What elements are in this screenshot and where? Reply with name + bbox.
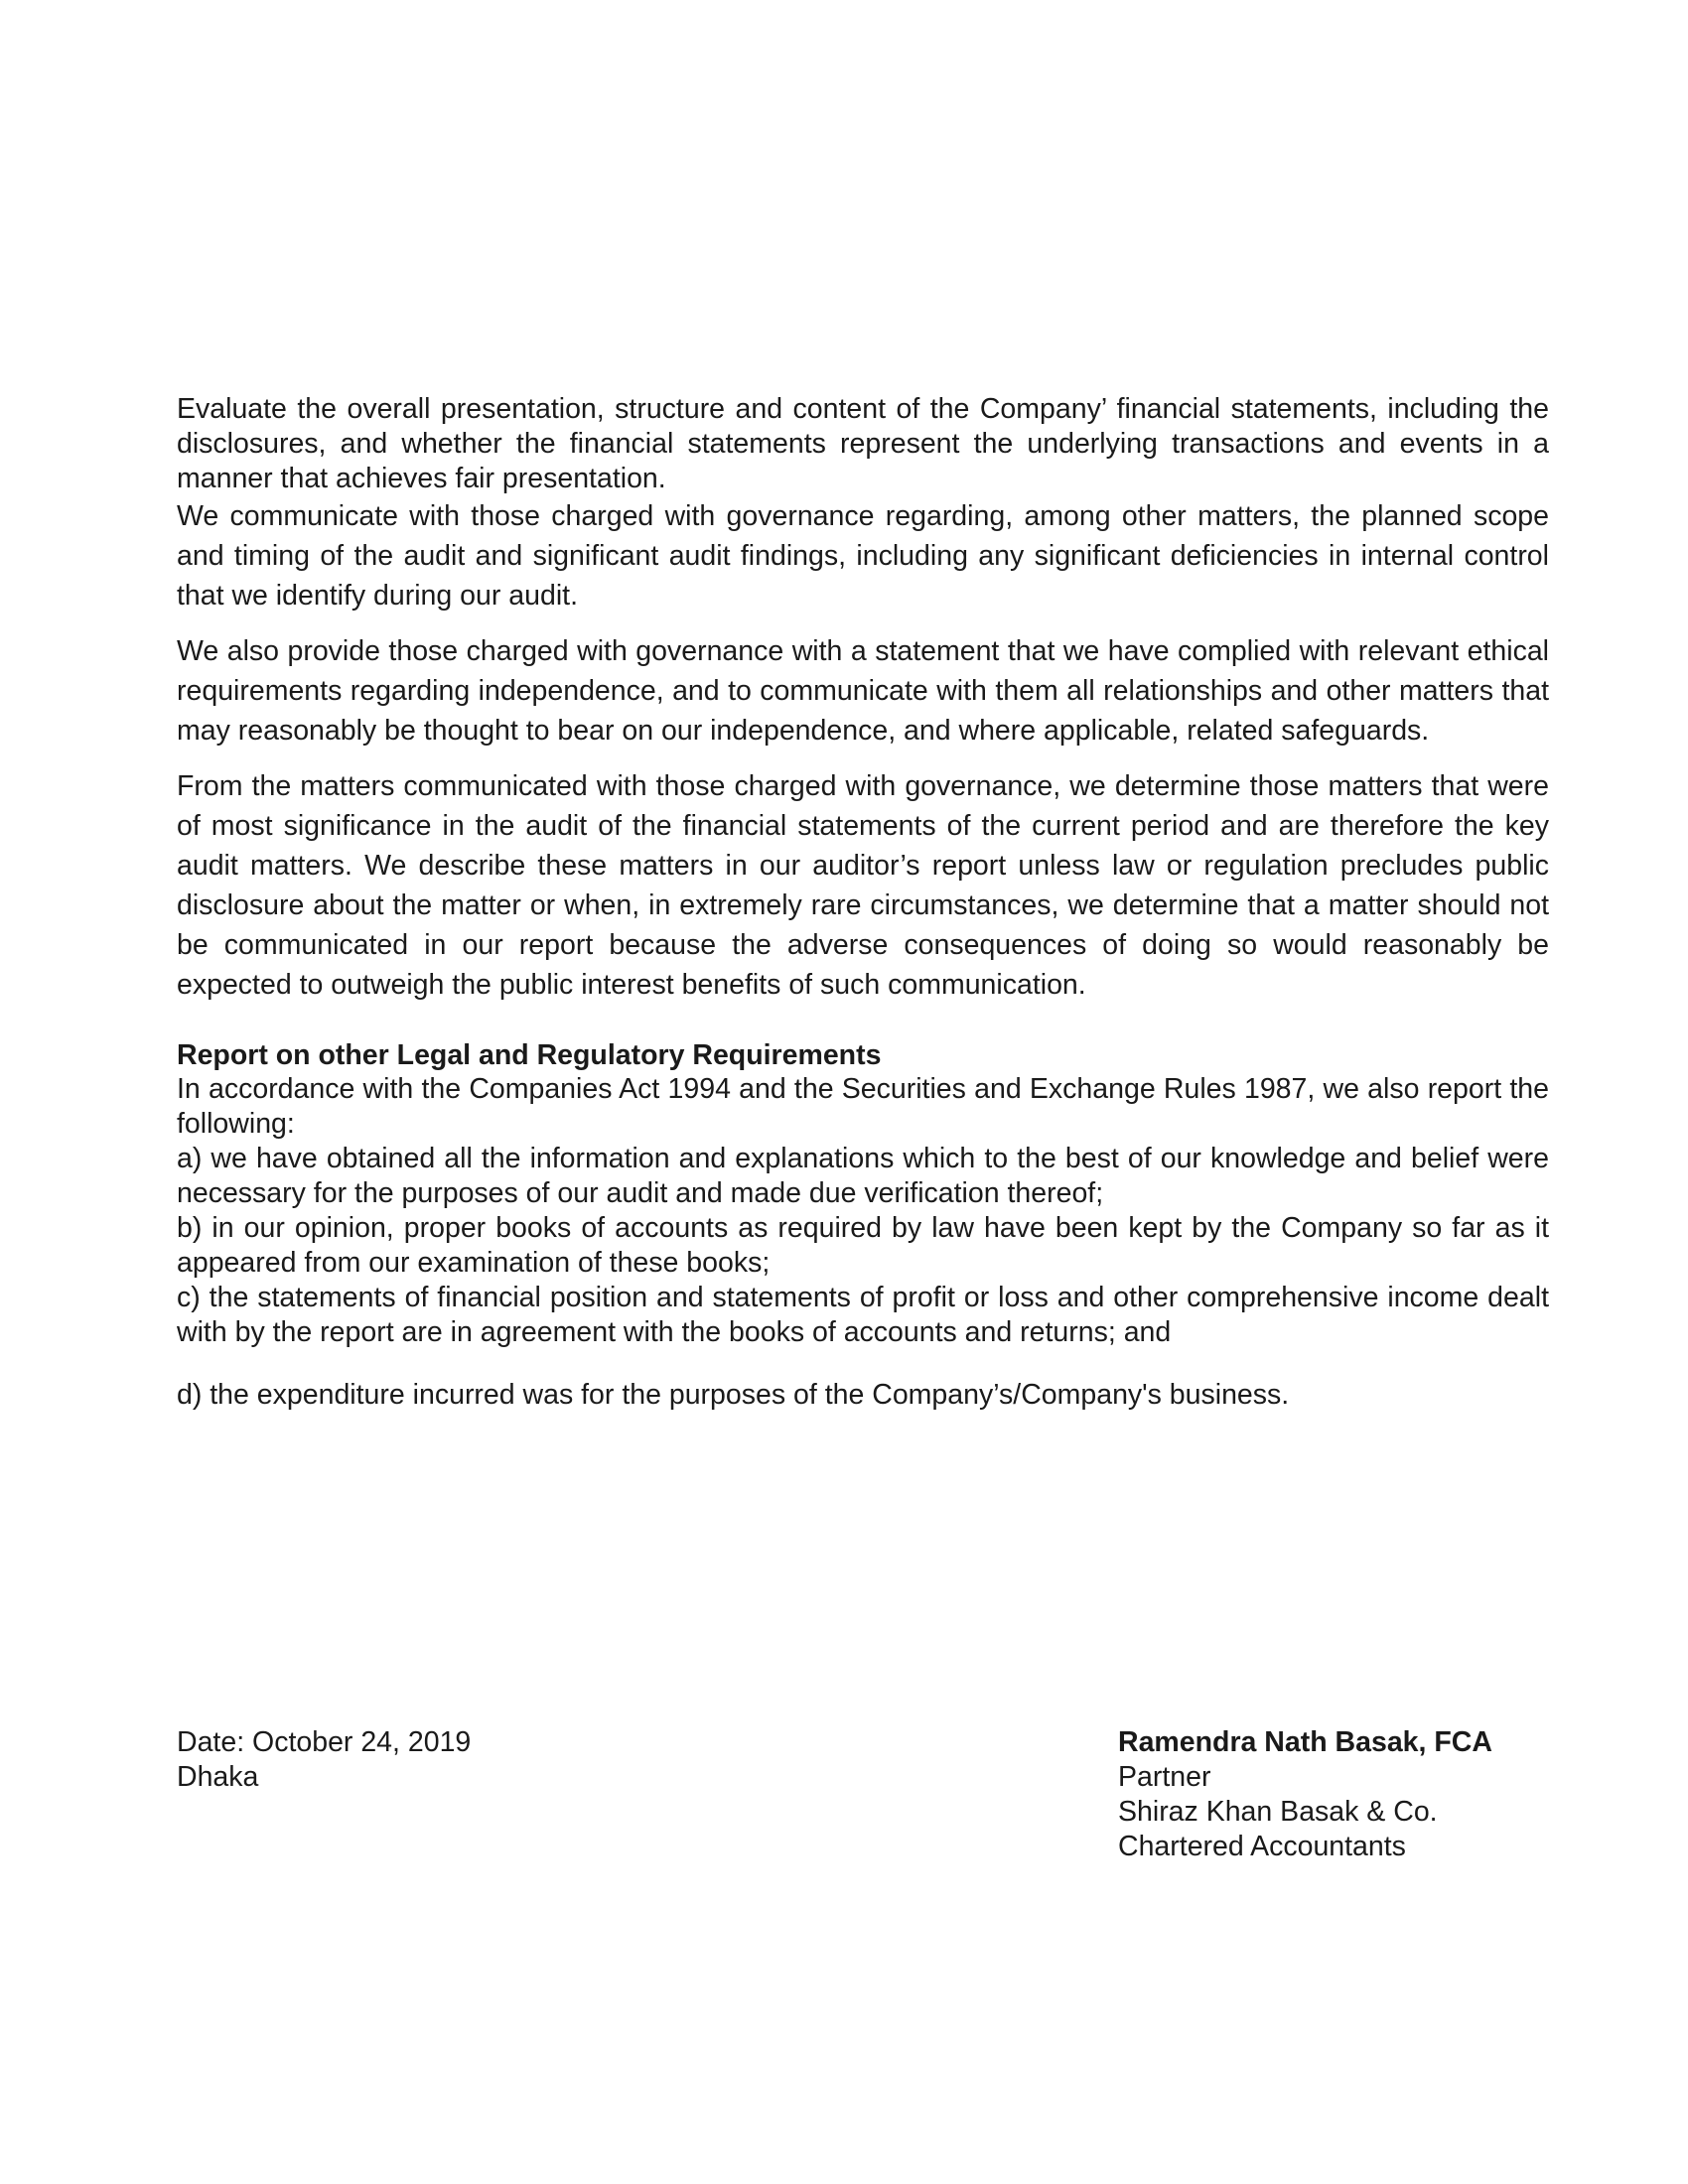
paragraph-communication: We communicate with those charged with governance regarding, among other matters, the planned scope and timing of the audit and significant audit findings, including any significant deficiencies in internal control that we identify during our audit.: [177, 500, 1549, 612]
signatory-title: Partner: [1118, 1761, 1211, 1793]
list-item: b) in our opinion, proper books of accounts as required by law have been kept by the Company so far as it appeared from our examination of these books;: [177, 1212, 1549, 1279]
firm-type: Chartered Accountants: [1118, 1831, 1406, 1862]
signatory-name: Ramendra Nath Basak, FCA: [1118, 1726, 1492, 1758]
section-heading-legal: Report on other Legal and Regulatory Requirements: [177, 1039, 882, 1071]
paragraph-presentation: Evaluate the overall presentation, structure and content of the Company’ financial statements, including the disclosures, and whether the financial statements represent the underlying transactions and events in a manner that achieves fair presentation.: [177, 393, 1549, 494]
list-item: d) the expenditure incurred was for the purposes of the Company’s/Company's business.: [177, 1379, 1290, 1411]
report-date: Date: October 24, 2019: [177, 1726, 472, 1758]
date-place-block: [177, 1725, 471, 1795]
paragraph-key-audit-matters: From the matters communicated with those charged with governance, we determine those matters that were of most significance in the audit of the financial statements of the current period and are therefore the key audit matters. We describe these matters in our auditor’s report unless law or regulation precludes public disclosure about the matter or when, in extremely rare circumstances, we determine that a matter should not be communicated in our report because the adverse consequences of doing so would reasonably be expected to outweigh the public interest benefits of such communication.: [177, 770, 1549, 1001]
report-place: Dhaka: [177, 1761, 259, 1793]
signature-block: [1118, 1725, 1492, 1864]
list-item: c) the statements of financial position and statements of profit or loss and other comprehensive income dealt with by the report are in agreement with the books of accounts and returns; and: [177, 1282, 1549, 1348]
legal-intro: In accordance with the Companies Act 1994 and the Securities and Exchange Rules 1987, we also report the following:: [177, 1073, 1549, 1140]
report-body: [177, 392, 1549, 1413]
list-item: a) we have obtained all the information and explanations which to the best of our knowledge and belief were necessary for the purposes of our audit and made due verification thereof;: [177, 1143, 1549, 1209]
paragraph-independence: We also provide those charged with governance with a statement that we have complied with relevant ethical requirements regarding independence, and to communicate with them all relationships and other matters that may reasonably be thought to bear on our independence, and where applicable, related safeguards.: [177, 635, 1549, 747]
firm-name: Shiraz Khan Basak & Co.: [1118, 1796, 1438, 1828]
